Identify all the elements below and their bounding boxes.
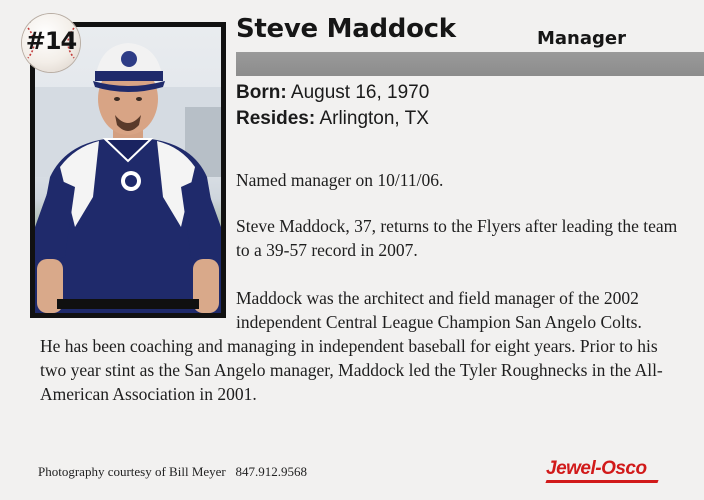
player-position: Manager [537, 28, 626, 49]
resides-value: Arlington, TX [319, 108, 429, 129]
bio-paragraph-2: Steve Maddock, 37, returns to the Flyers after leading the team to a 39-57 record in 2007. [236, 216, 678, 260]
bio-paragraph-1: Named manager on 10/11/06. [236, 170, 444, 190]
jersey-number: #14 [25, 27, 77, 55]
bio-paragraph-3-bottom: He has been coaching and managing in independent baseball for eight years. Prior to his two year stint as the San Angelo manager, Maddock led the Tyler Roughnecks in the All-American Association in 2001. [40, 336, 663, 404]
sponsor-logo: Jewel-Osco [546, 458, 647, 479]
born-line [236, 82, 429, 104]
bio-paragraph-3-top: Maddock was the architect and field manager of the 2002 independent Central League Champion San Angelo Colts. [236, 288, 642, 332]
sponsor-logo-underline [545, 480, 658, 483]
resides-label: Resides: [236, 108, 316, 129]
born-value: August 16, 1970 [290, 82, 430, 103]
player-name: Steve Maddock [236, 14, 456, 44]
born-label: Born: [236, 82, 287, 103]
photo-credit: Photography courtesy of Bill Meyer 847.912.9568 [38, 464, 307, 479]
baseball-number-badge [22, 14, 80, 72]
resides-line [236, 108, 429, 130]
header-accent-bar [236, 52, 704, 76]
